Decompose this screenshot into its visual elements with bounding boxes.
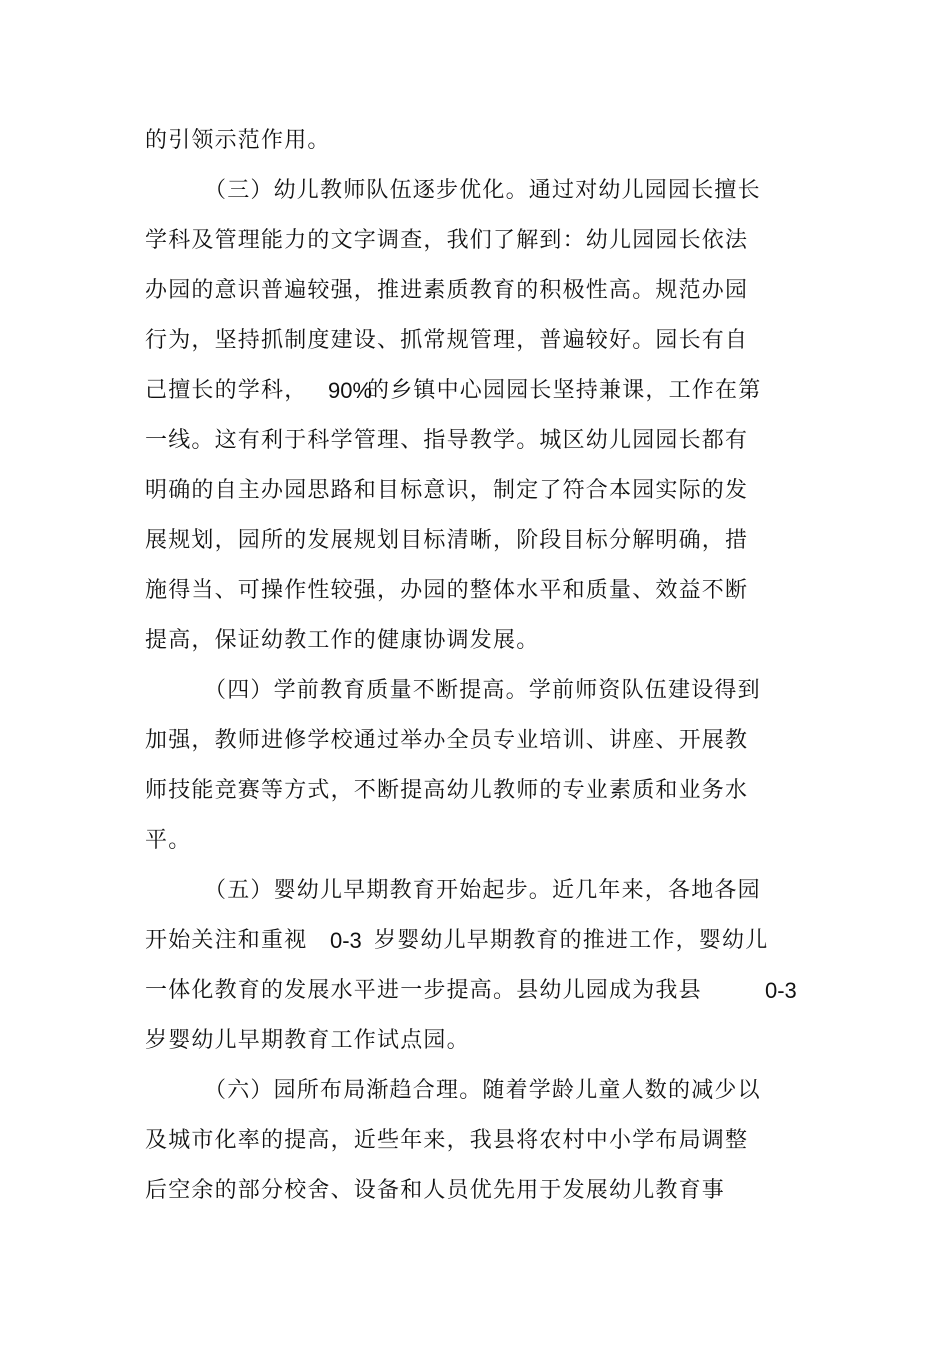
paragraph-heading-3: （三）幼儿教师队伍逐步优化。通过对幼儿园园长擅长 bbox=[204, 178, 761, 203]
text-line: 施得当、可操作性较强，办园的整体水平和质量、效益不断 bbox=[145, 578, 749, 603]
text-line: 师技能竞赛等方式，不断提高幼儿教师的专业素质和业务水 bbox=[145, 778, 749, 803]
paragraph-heading-4: （四）学前教育质量不断提高。学前师资队伍建设得到 bbox=[204, 678, 761, 703]
text-line: 办园的意识普遍较强，推进素质教育的积极性高。规范办园 bbox=[145, 278, 749, 303]
text-line: 明确的自主办园思路和目标意识，制定了符合本园实际的发 bbox=[145, 478, 749, 503]
text-line: 平。 bbox=[145, 828, 192, 853]
text-line: 岁婴幼儿早期教育工作试点园。 bbox=[145, 1028, 470, 1053]
text-line: 行为，坚持抓制度建设、抓常规管理，普遍较好。园长有自 bbox=[145, 328, 749, 353]
text-line: 的引领示范作用。 bbox=[145, 128, 331, 153]
text-line: 及城市化率的提高，近些年来，我县将农村中小学布局调整 bbox=[145, 1128, 749, 1153]
text-segment: 开始关注和重视 bbox=[145, 928, 308, 953]
text-segment: 的乡镇中心园园长坚持兼课，工作在第 bbox=[367, 378, 762, 403]
text-line-with-percentage bbox=[145, 376, 785, 406]
text-line: 加强，教师进修学校通过举办全员专业培训、讲座、开展教 bbox=[145, 728, 749, 753]
age-range-value: 0-3 bbox=[330, 928, 362, 953]
text-line: 提高，保证幼教工作的健康协调发展。 bbox=[145, 628, 540, 653]
text-segment: 己擅长的学科， bbox=[145, 378, 308, 403]
text-line: 后空余的部分校舍、设备和人员优先用于发展幼儿教育事 bbox=[145, 1178, 726, 1203]
text-line: 一线。这有利于科学管理、指导教学。城区幼儿园园长都有 bbox=[145, 428, 749, 453]
paragraph-heading-6: （六）园所布局渐趋合理。随着学龄儿童人数的减少以 bbox=[204, 1078, 761, 1103]
percentage-value: 90% bbox=[328, 378, 373, 403]
text-segment: 一体化教育的发展水平进一步提高。县幼儿园成为我县 bbox=[145, 978, 702, 1003]
age-range-value: 0-3 bbox=[765, 978, 797, 1003]
text-segment: 岁婴幼儿早期教育的推进工作，婴幼儿 bbox=[374, 928, 769, 953]
text-line: 学科及管理能力的文字调查，我们了解到：幼儿园园长依法 bbox=[145, 228, 749, 253]
paragraph-heading-5: （五）婴幼儿早期教育开始起步。近几年来，各地各园 bbox=[204, 878, 761, 903]
text-line: 展规划，园所的发展规划目标清晰，阶段目标分解明确，措 bbox=[145, 528, 749, 553]
text-line-with-age-range bbox=[145, 926, 785, 956]
text-line-with-age-range bbox=[145, 976, 805, 1006]
